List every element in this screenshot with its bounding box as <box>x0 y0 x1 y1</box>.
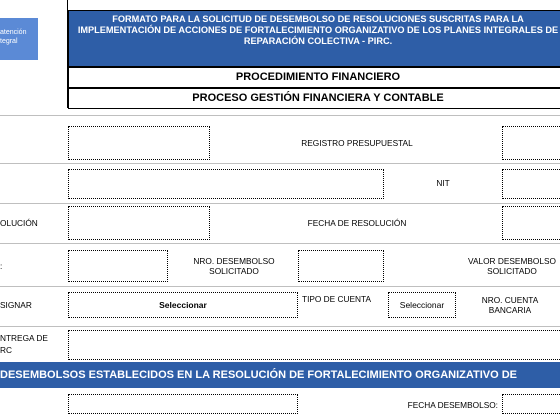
section-band-desembolsos: DESEMBOLSOS ESTABLECIDOS EN LA RESOLUCIÓN DE FORTALECIMIENTO ORGANIZATIVO DE <box>0 362 560 388</box>
fecha-desembolso-field[interactable] <box>502 394 560 414</box>
label-row4-left: : <box>0 261 3 271</box>
grid-line <box>0 203 560 204</box>
field-row1-left[interactable] <box>68 126 210 160</box>
fecha-resolucion-field[interactable] <box>502 206 560 240</box>
label-nit: NIT <box>436 178 450 188</box>
nit-field[interactable] <box>502 169 560 199</box>
label-asignar: SIGNAR <box>0 300 32 310</box>
grid-line <box>0 286 560 287</box>
resolucion-field[interactable] <box>68 206 210 240</box>
label-nro-desembolso: NRO. DESEMBOLSO SOLICITADO <box>193 256 275 276</box>
nro-desembolso-field[interactable] <box>298 250 384 282</box>
select-asignar[interactable]: Seleccionar <box>68 292 298 318</box>
process-title: PROCESO GESTIÓN FINANCIERA Y CONTABLE <box>68 88 560 109</box>
label-fecha-desembolso: FECHA DESEMBOLSO: <box>407 400 498 410</box>
label-tipo-cuenta: TIPO DE CUENTA <box>302 294 371 304</box>
field-row4-left[interactable] <box>68 250 168 282</box>
logo-text-line2: tegral <box>0 38 18 45</box>
label-registro-presupuestal: REGISTRO PRESUPUESTAL <box>301 138 413 148</box>
entrega-field[interactable] <box>68 330 560 360</box>
registro-presupuestal-field[interactable] <box>502 126 560 160</box>
logo-text-line1: atención <box>0 29 27 36</box>
grid-line <box>0 163 560 164</box>
form-title: FORMATO PARA LA SOLICITUD DE DESEMBOLSO DE RESOLUCIONES SUSCRITAS PARA LA IMPLEMENTACIÓN DE ACCIONES DE FORTALECIMIENTO ORGANIZATIVO DE LOS PLANES INTEGRALES DE REPARACIÓN COLECTIVA - PIRC. <box>68 10 560 67</box>
label-entrega-line1: NTREGA DE <box>0 333 48 343</box>
logo-text <box>0 28 38 46</box>
label-valor-desembolso: VALOR DESEMBOLSO SOLICITADO <box>468 256 556 276</box>
label-fecha-resolucion: FECHA DE RESOLUCIÓN <box>307 218 407 228</box>
grid-line <box>0 243 560 244</box>
bottom-field-left[interactable] <box>68 394 298 414</box>
label-entrega-line2: RC <box>0 345 12 355</box>
grid-line <box>0 326 560 327</box>
label-nro-cuenta: NRO. CUENTA BANCARIA <box>481 295 539 315</box>
procedure-title: PROCEDIMIENTO FINANCIERO <box>68 67 560 88</box>
select-tipo-cuenta[interactable]: Seleccionar <box>388 292 456 318</box>
label-resolucion: OLUCIÓN <box>0 218 38 228</box>
grid-line <box>0 115 560 116</box>
label-entrega <box>0 332 68 358</box>
field-row2-left[interactable] <box>68 169 384 199</box>
